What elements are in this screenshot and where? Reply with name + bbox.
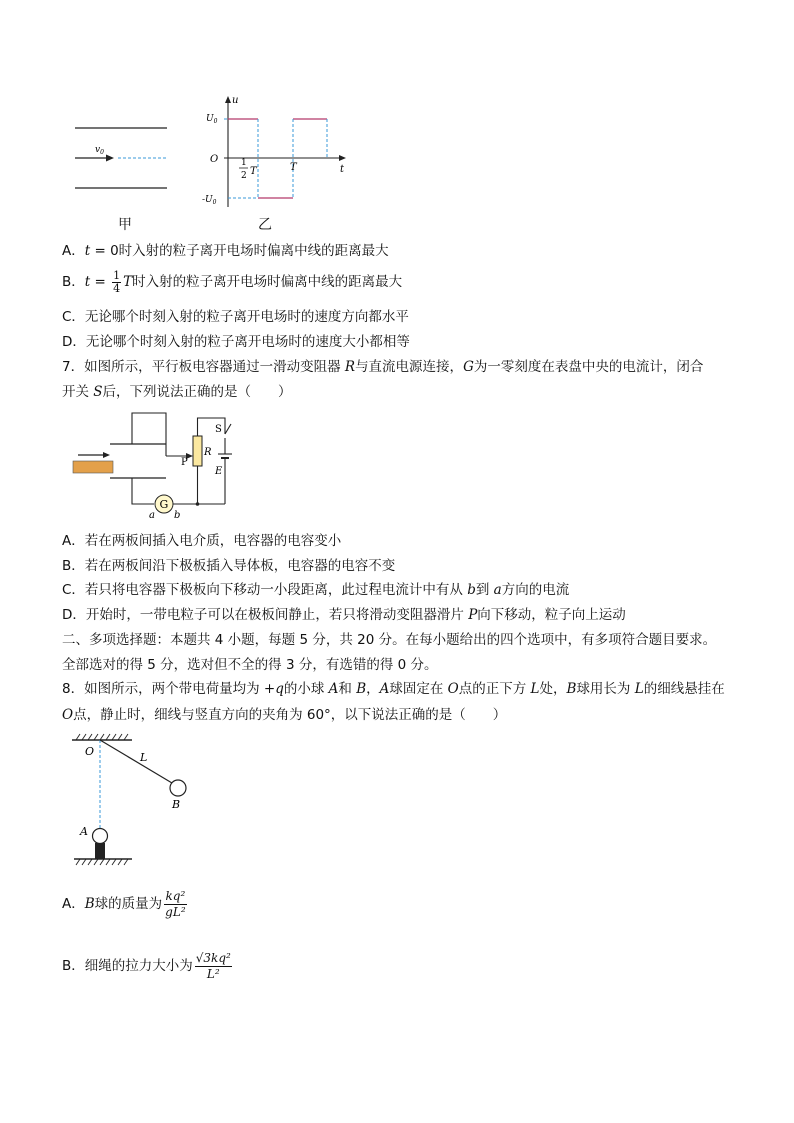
U0-label: $U_0$ [206,114,218,125]
caption-jia: 甲 [118,217,132,233]
origin-label: O [210,154,219,165]
q7-option-b: B．若在两板间沿下极板插入导体板，电容器的电容不变 [62,558,396,574]
u-axis-label: u [232,95,239,106]
ground-hatch [76,859,128,865]
q7-stem-line2: 开关 S后，下列说法正确的是（ ） [62,384,292,400]
figure-q7-circuit [70,408,240,524]
label-L: L [140,751,148,764]
wire-top [132,413,166,444]
label-a: a [149,510,155,521]
t-axis-arrow-icon [339,155,346,161]
figure-q8-pendulum [68,732,198,870]
q8-stem-line1: 8．如图所示，两个带电荷量均为 +q的小球 A和 B，A球固定在 O点的正下方 L处，B球用长为 L的细线悬挂在 [62,681,725,697]
label-O: O [85,745,95,758]
particle-arrow-head-icon [103,452,110,458]
label-P: P [181,457,188,468]
fraction-tension: $\frac{\text{√3kq²}}{\text{L²}}$ [195,950,231,981]
arrow-head-icon [106,155,114,162]
ceiling-hatch [76,734,128,740]
label-b: b [174,510,181,521]
q7-option-a: A．若在两板间插入电介质，电容器的电容变小 [62,533,342,549]
figure-yi [196,92,356,210]
section2-instructions-line1: 二、多项选择题：本题共 4 小题，每题 5 分，共 20 分。在每小题给出的四个选项中，有多项符合题目要求。 [62,632,717,648]
q6-option-d: D．无论哪个时刻入射的粒子离开电场时的速度大小都相等 [62,334,410,350]
q8-option-a: A．B球的质量为 $\frac{\text{kq²}}{\text{gL²}}$ [62,888,186,919]
half-T-label: T [250,166,257,177]
charged-particle-bar [73,461,113,473]
caption-yi: 乙 [258,217,272,233]
q6-option-c: C．无论哪个时刻入射的粒子离开电场时的速度方向都水平 [62,309,409,325]
rheostat-R [193,436,202,466]
label-B: B [172,798,181,811]
section2-instructions-line2: 全部选对的得 5 分，选对但不全的得 3 分，有选错的得 0 分。 [62,657,438,673]
t-axis-label: t [340,164,345,175]
half-numerator: 1 [241,158,247,168]
string-L [100,740,172,783]
ball-A-stand [95,843,105,859]
q7-option-c: C．若只将电容器下极板向下移动一小段距离，此过程电流计中有从 b到 a方向的电流 [62,582,570,598]
ball-A [93,829,108,844]
v0-label: $v_0$ [95,145,104,156]
q8-stem-line2: O点，静止时，细线与竖直方向的夹角为 60°，以下说法正确的是（ ） [62,707,507,723]
ball-B [170,780,186,796]
figure-jia [70,118,180,198]
switch-S [225,424,231,434]
label-E: E [215,466,223,477]
u-axis-arrow-icon [225,96,231,103]
fraction-quarter: $\frac{1}{4}$ [113,268,121,295]
wire-bottom-left [132,478,154,504]
T-label: T [290,162,297,173]
neg-U0-label: $-U_0$ [202,195,217,206]
label-S: S [215,424,222,435]
galvanometer-G-label: G [159,498,169,511]
half-denominator: 2 [241,171,247,181]
q8-option-b: B．细绳的拉力大小为 $\frac{\text{√3kq²}}{\text{L²}}$ [62,950,231,981]
q6-option-b: B．t = $\frac{1}{4}$ T时入射的粒子离开电场时偏离中线的距离最大 [62,268,403,295]
label-R: R [204,447,212,458]
q7-stem-line1: 7．如图所示，平行板电容器通过一滑动变阻器 R与直流电源连接，G为一零刻度在表盘中央的电流计，闭合 [62,359,704,375]
q7-option-d: D．开始时，一带电粒子可以在极板间静止，若只将滑动变阻器滑片 P向下移动，粒子向上运动 [62,607,626,623]
junction-dot [196,502,200,506]
fraction-mass: $\frac{\text{kq²}}{\text{gL²}}$ [165,888,186,919]
label-A: A [80,825,88,838]
q6-option-a: A．t = 0时入射的粒子离开电场时偏离中线的距离最大 [62,243,389,259]
